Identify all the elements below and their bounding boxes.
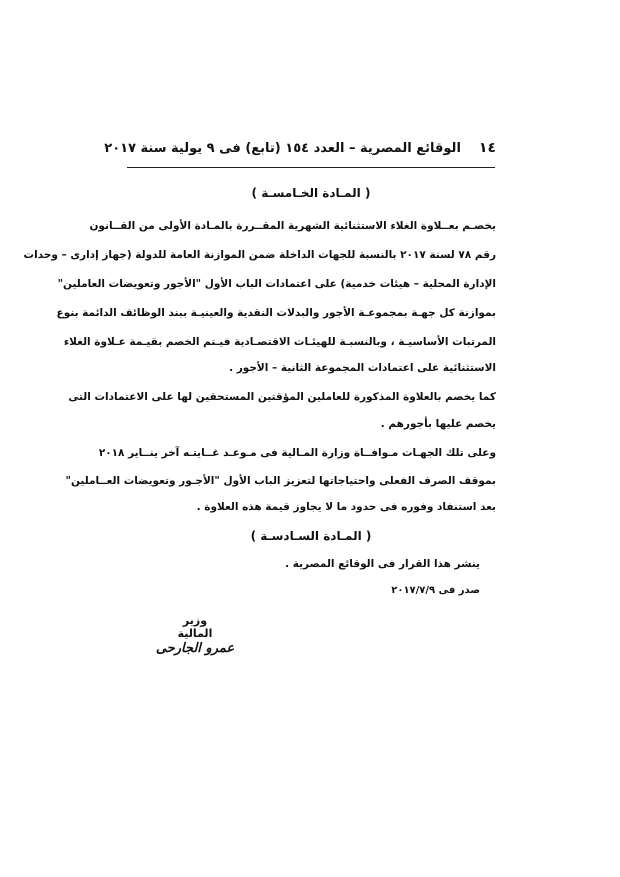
article-5-line: رقم ٧٨ لسنة ٢٠١٧ بالنسبة للجهات الداخلة ضمن الموازنة العامة للدولة (جهاز إدارى – وحدات	[23, 249, 496, 261]
article-5-para2-line: يخصم عليها بأجورهم .	[380, 418, 496, 430]
page-number: ١٤	[478, 140, 496, 156]
article-6-text: ينشر هذا القرار فى الوقائع المصرية .	[285, 558, 480, 570]
issue-date: صدر فى ٢٠١٧/٧/٩	[391, 585, 480, 596]
article-5-para2-line: كما يخصم بالعلاوة المذكورة للعاملين المؤقتين المستحقين لها على الاعتمادات التى	[68, 391, 496, 403]
signatory-name: عمرو الجارحى	[155, 641, 235, 656]
article-5-line: يخصـم بعــلاوة الغلاء الاستثنائية الشهرية المقــررة بالمـادة الأولى من القــانون	[89, 220, 496, 232]
article-5-para3-line: بعد استنفاد وفوره فى حدود ما لا يجاوز قيمة هذه العلاوة .	[196, 501, 496, 513]
signatory-title: وزير المالية	[177, 614, 213, 640]
page-header	[104, 140, 496, 156]
gazette-header-title: الوقائع المصرية – العدد ١٥٤ (تابع) فى ٩ يولية سنة ٢٠١٧	[104, 141, 461, 156]
article-5-line: الإدارة المحلية – هيئات خدمية) على اعتمادات الباب الأول "الأجور وتعويضات العاملين"	[57, 278, 496, 290]
article-6-heading: ( المـادة السـادسـة )	[250, 529, 372, 543]
article-5-heading: ( المـادة الخـامسـة )	[251, 186, 371, 200]
article-5-para3-line: وعلى تلك الجهـات مـوافــاة وزارة المـالية فى مـوعـد غــايتـه آخر ينــاير ٢٠١٨	[98, 447, 496, 459]
article-5-line: بموازنة كل جهـة بمجموعـة الأجور والبدلات النقدية والعينيـة ببند الوظائف الدائمة بنوع	[56, 307, 496, 319]
header-divider	[127, 167, 495, 168]
article-5-para3-line: بموقف الصرف الفعلى واحتياجاتها لتعزيز الباب الأول "الأجـور وتعويضات العــاملين"	[65, 475, 496, 487]
article-5-line: المرتبات الأساسيـة ، وبالنسبـة للهيئـات الاقتصـادية فيـتم الخصم بقيـمة عـلاوة الغلاء	[63, 336, 496, 348]
article-5-line: الاستثنائية على اعتمادات المجموعة الثانية – الأجور .	[229, 362, 496, 374]
